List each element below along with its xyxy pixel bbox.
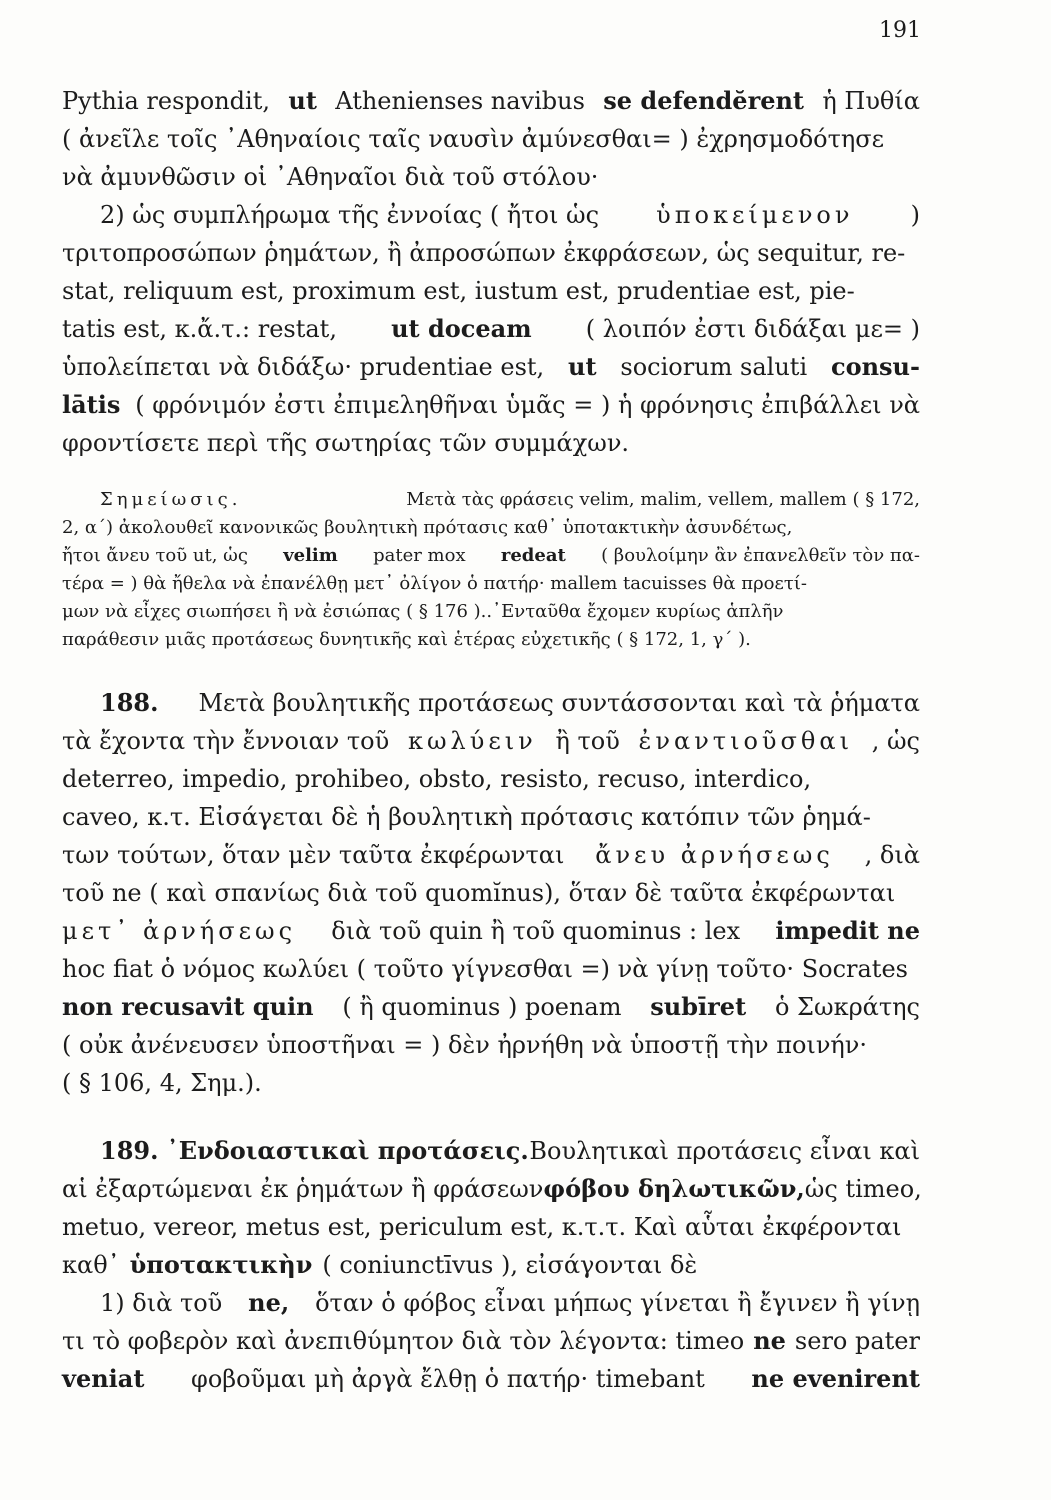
text-line: tatis est, κ.ἄ.τ.: restat, ut doceam ( λοιπόν ἐστι διδάξαι με= ) [62, 314, 920, 343]
section-heading: 189. ᾿Ενδοιαστικαὶ προτάσεις. [100, 1136, 529, 1165]
paragraph-pythia [62, 82, 920, 196]
text-line: 2, α΄) ἀκολουθεῖ κανονικῶς βουλητικὴ πρότασις καθ᾿ ὑποτακτικὴν ἀσυνδέτως, [62, 517, 793, 538]
text-line: καθ᾿ ὑποτακτικὴν ( coniunctīvus ), εἰσάγονται δὲ [62, 1250, 698, 1279]
text-line: φροντίσετε περὶ τῆς σωτηρίας τῶν συμμάχων. [62, 429, 630, 457]
text-line: μων νὰ εἶχες σιωπήσει ἢ νὰ ἐσιώπας ( § 176 )..᾿Ενταῦθα ἔχομεν κυρίως ἁπλῆν [62, 601, 784, 622]
text-body [62, 82, 920, 1398]
text-line: τὰ ἔχοντα τὴν ἔννοιαν τοῦ κωλύειν ἢ τοῦ ἐναντιοῦσθαι , ὡς [62, 727, 920, 755]
text-line: τοῦ ne ( καὶ σπανίως διὰ τοῦ quomĭnus), ὅταν δὲ ταῦτα ἐκφέρωνται [62, 879, 896, 907]
text-line: αἱ ἐξαρτώμεναι ἐκ ῥημάτων ἢ φράσεων φόβου δηλωτικῶν, ὡς timeo, [62, 1174, 922, 1203]
text-line: ὑπολείπεται νὰ διδάξω· prudentiae est, ut sociorum saluti consu- [62, 352, 920, 381]
paragraph-2 [62, 196, 920, 462]
text-line: Pythia respondit, ut Athenienses navibus se defendĕrent ἡ Πυθία [62, 86, 920, 115]
text-line: τέρα = ) θὰ ἤθελα νὰ ἐπανέλθῃ μετ᾿ ὀλίγον ὁ πατήρ· mallem tacuisses θὰ προετί- [62, 573, 807, 594]
section-number: 188. [100, 688, 159, 717]
text-line: νὰ ἀμυνθῶσιν οἱ ᾿Αθηναῖοι διὰ τοῦ στόλου· [62, 163, 599, 191]
section-188 [62, 684, 920, 1102]
text-line: metuo, vereor, metus est, periculum est, κ.τ.τ. Καὶ αὗται ἐκφέρονται [62, 1213, 902, 1241]
text-line: non recusavit quin ( ἢ quominus ) poenam subīret ὁ Σωκράτης [62, 992, 920, 1021]
text-line: παράθεσιν μιᾶς προτάσεως δυνητικῆς καὶ ἑτέρας εὐχετικῆς ( § 172, 1, γ΄ ). [62, 629, 751, 650]
text-line: ( οὐκ ἀνένευσεν ὑποστῆναι = ) δὲν ἠρνήθη νὰ ὑποστῇ τὴν ποινήν· [62, 1031, 868, 1059]
text-line: Σημείωσις. Μετὰ τὰς φράσεις velim, malim, vellem, mallem ( § 172, [62, 486, 920, 514]
text-line: μετ᾿ ἀρνήσεως διὰ τοῦ quin ἢ τοῦ quominus : lex impedit ne [62, 916, 920, 945]
text-line: 1) διὰ τοῦ ne, ὅταν ὁ φόβος εἶναι μήπως γίνεται ἢ ἔγινεν ἢ γίνῃ [100, 1288, 920, 1317]
text-line: veniat φοβοῦμαι μὴ ἀργὰ ἔλθῃ ὁ πατήρ· timebant ne evenirent [62, 1364, 920, 1393]
text-line: τι τὸ φοβερὸν καὶ ἀνεπιθύμητον διὰ τὸν λέγοντα: timeo ne sero pater [62, 1326, 920, 1355]
text-line: caveo, κ.τ. Εἰσάγεται δὲ ἡ βουλητικὴ πρότασις κατόπιν τῶν ῥημά- [62, 803, 871, 831]
text-line: ( § 106, 4, Σημ.). [62, 1069, 262, 1097]
text-line: ( ἀνεῖλε τοῖς ᾿Αθηναίοις ταῖς ναυσὶν ἀμύνεσθαι= ) ἐχρησμοδότησε [62, 125, 885, 153]
text-line: τριτοπροσώπων ῥημάτων, ἢ ἀπροσώπων ἐκφράσεων, ὡς sequitur, re- [62, 239, 906, 267]
text-line: 188. Μετὰ βουλητικῆς προτάσεως συντάσσονται καὶ τὰ ῥήματα [62, 684, 920, 722]
text-line: ἤτοι ἄνευ τοῦ ut, ὡς velim pater mox redeat ( βουλοίμην ἂν ἐπανελθεῖν τὸν πα- [62, 545, 920, 566]
text-line: lātis ( φρόνιμόν ἐστι ἐπιμεληθῆναι ὑμᾶς = ) ἡ φρόνησις ἐπιβάλλει νὰ [62, 390, 920, 419]
text-line: stat, reliquum est, proximum est, iustum est, prudentiae est, pie- [62, 277, 855, 305]
page-number: 191 [879, 18, 921, 43]
text-line: των τούτων, ὅταν μὲν ταῦτα ἐκφέρωνται ἄνευ ἀρνήσεως , διὰ [62, 841, 920, 869]
section-189 [62, 1132, 920, 1398]
note-heading: Σημείωσις. [100, 489, 242, 510]
text-line: 189. ᾿Ενδοιαστικαὶ προτάσεις. Βουλητικαὶ προτάσεις εἶναι καὶ [62, 1132, 920, 1170]
text-line: hoc fiat ὁ νόμος κωλύει ( τοῦτο γίγνεσθαι =) νὰ γίνῃ τοῦτο· Socrates [62, 955, 908, 983]
note-block [62, 486, 920, 654]
text-line: 2) ὡς συμπλήρωμα τῆς ἐννοίας ( ἤτοι ὡς ὑποκείμενον ) [100, 201, 920, 229]
text-line: deterreo, impedio, prohibeo, obsto, resisto, recuso, interdico, [62, 765, 812, 793]
